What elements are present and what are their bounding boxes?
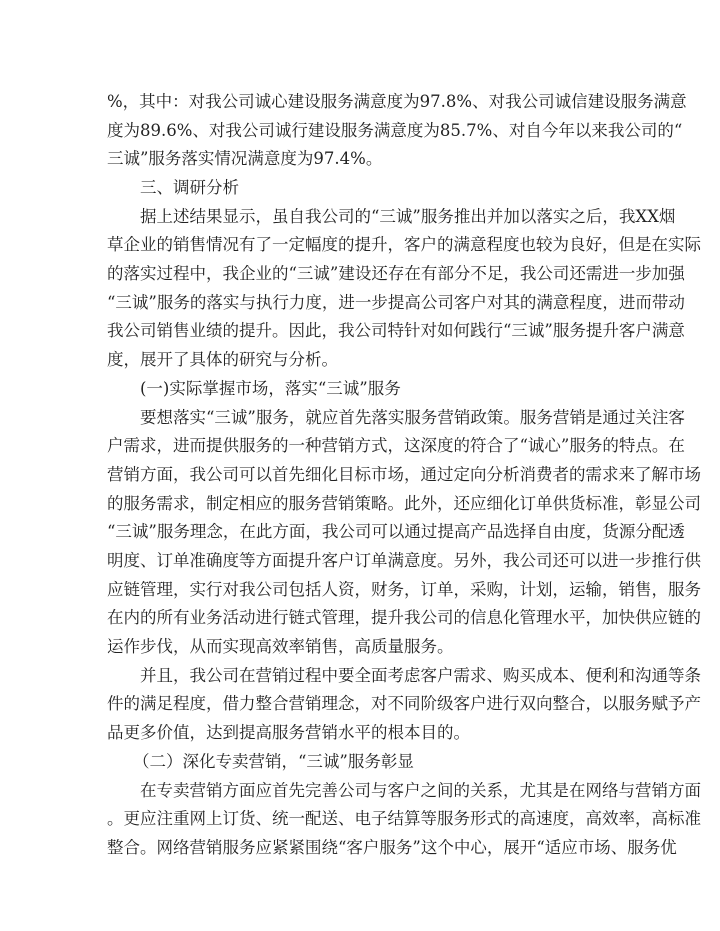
text-line: 品更多价值，达到提高服务营销水平的根本目的。 [107, 723, 470, 742]
text-line: 据上述结果显示，虽自我公司的“三诚”服务推出并加以落实之后，我XX烟 [140, 207, 676, 226]
text-line: 在内的所有业务活动进行链式管理，提升我公司的信息化管理水平，加快供应链的 [107, 608, 701, 627]
text-line: 。更应注重网上订货、统一配送、电子结算等服务形式的高速度，高效率，高标准 [107, 809, 701, 828]
text-line: 营销方面，我公司可以首先细化目标市场，通过定向分析消费者的需求来了解市场 [107, 465, 701, 484]
text-line: 运作步伐，从而实现高效率销售，高质量服务。 [107, 637, 454, 656]
text-line: “三诚”服务理念，在此方面，我公司可以通过提高产品选择自由度，货源分配透 [107, 522, 685, 541]
text-line: 整合。网络营销服务应紧紧围绕“客户服务”这个中心，展开“适应市场、服务优 [107, 838, 677, 857]
text-line: 草企业的销售情况有了一定幅度的提升，客户的满意程度也较为良好，但是在实际 [107, 235, 701, 254]
text-line: 在专卖营销方面应首先完善公司与客户之间的关系，尤其是在网络与营销方面 [140, 781, 701, 800]
text-line: 要想落实“三诚”服务，就应首先落实服务营销政策。服务营销是通过关注客 [140, 408, 685, 427]
text-line: 应链管理，实行对我公司包括人资，财务，订单，采购，计划，运输，销售，服务 [107, 580, 701, 599]
text-line: 三诚”服务落实情况满意度为97.4%。 [107, 149, 383, 168]
text-line: 度，展开了具体的研究与分析。 [107, 350, 338, 369]
text-line: 并且，我公司在营销过程中要全面考虑客户需求、购买成本、便利和沟通等条 [140, 666, 701, 685]
text-line: %，其中：对我公司诚心建设服务满意度为97.8%、对我公司诚信建设服务满意 [107, 92, 687, 111]
section-heading: 三、调研分析 [140, 178, 239, 197]
text-line: 明度、订单准确度等方面提升客户订单满意度。另外，我公司还可以进一步推行供 [107, 551, 701, 570]
subsection-heading: （二）深化专卖营销，“三诚”服务彰显 [133, 752, 414, 771]
text-line: “三诚”服务的落实与执行力度，进一步提高公司客户对其的满意程度，进而带动 [107, 293, 685, 312]
text-line: 的服务需求，制定相应的服务营销策略。此外，还应细化订单供货标准，彰显公司 [107, 494, 701, 513]
subsection-heading: (一)实际掌握市场，落实“三诚”服务 [140, 379, 401, 398]
text-line: 我公司销售业绩的提升。因此，我公司特针对如何践行“三诚”服务提升客户满意 [107, 321, 685, 340]
text-line: 户需求，进而提供服务的一种营销方式，这深度的符合了“诚心”服务的特点。在 [107, 436, 685, 455]
text-line: 的落实过程中，我企业的“三诚”建设还存在有部分不足，我公司还需进一步加强 [107, 264, 685, 283]
text-line: 件的满足程度，借力整合营销理念，对不同阶级客户进行双向整合，以服务赋予产 [107, 694, 701, 713]
text-line: 度为89.6%、对我公司诚行建设服务满意度为85.7%、对自今年以来我公司的“ [107, 121, 683, 140]
